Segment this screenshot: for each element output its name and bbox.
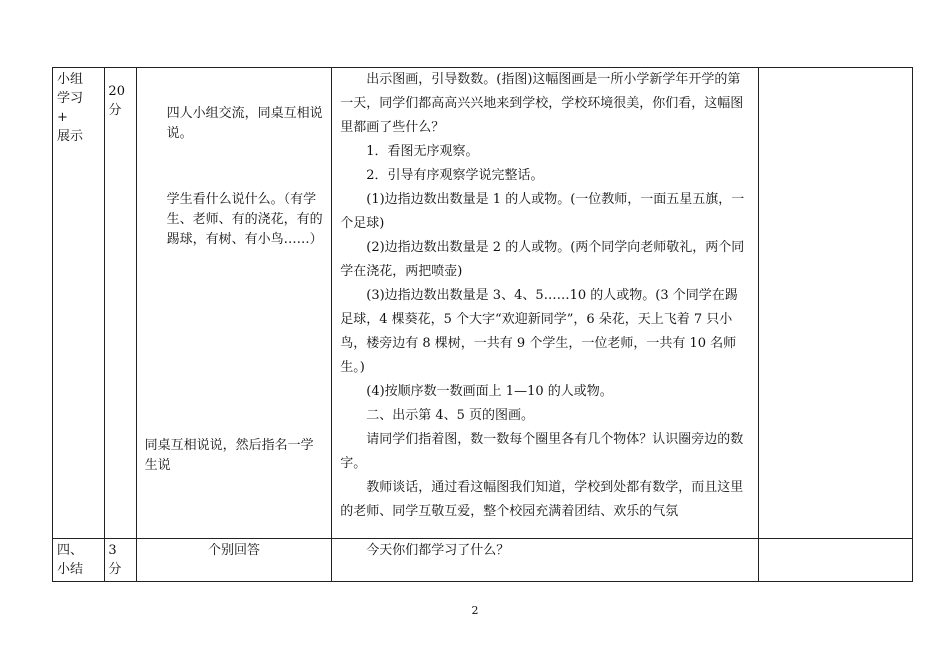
- time-value: 3: [108, 543, 117, 558]
- teacher-paragraph: 2．引导有序观察学说完整话。: [366, 168, 544, 183]
- time-unit: 分: [108, 103, 122, 118]
- teacher-paragraph: 二、出示第 4、5 页的图画。: [366, 408, 535, 423]
- time-cell: [105, 539, 136, 582]
- teacher-paragraph: (3)边指边数出数量是 3、4、5……10 的人或物。(3 个同学在踢足球，4 棵葵花，5 个大字“欢迎新同学”，6 朵花，天上飞着 7 只小鸟，楼旁边有 8 棵树，一共有 9 个学生，一位老师，一共有 10 名师生。): [340, 288, 738, 375]
- student-activity-cell: 个别回答: [136, 539, 332, 582]
- time-value: 20: [108, 84, 125, 99]
- teacher-paragraph: 1．看图无序观察。: [366, 144, 479, 159]
- teacher-paragraph: (4)按顺序数一数画面上 1—10 的人或物。: [366, 384, 613, 399]
- teacher-paragraph: 出示图画，引导数数。(指图)这幅图画是一所小学新学年开学的第一天，同学们都高高兴兴地来到学校，学校环境很美，你们看，这幅图里都画了些什么？: [340, 72, 744, 135]
- stage-cell: [53, 539, 105, 582]
- teacher-paragraph: 请同学们指着图，数一数每个圈里各有几个物体？认识圈旁边的数字。: [340, 432, 744, 471]
- student-activity-text: 四人小组交流，同桌互相说说。: [166, 106, 323, 141]
- teacher-activity-cell: [332, 539, 758, 582]
- student-activity-cell: [136, 68, 332, 539]
- student-activity-text: 同桌互相说说，然后指名一学生说: [144, 438, 314, 473]
- stage-line: 四、: [57, 543, 84, 558]
- teacher-paragraph: 教师谈话，通过看这幅图我们知道，学校到处都有数学，而且这里的老师、同学互敬互爱，整个校园充满着团结、欢乐的气氛: [340, 480, 744, 519]
- page-number: 2: [471, 604, 479, 617]
- notes-cell: [758, 68, 912, 539]
- lesson-plan-table: [52, 67, 913, 582]
- table-row: [53, 68, 913, 539]
- stage-line: 展示: [57, 129, 84, 144]
- stage-line: 小组: [57, 72, 84, 87]
- stage-line: 小结: [57, 562, 84, 577]
- time-unit: 分: [108, 562, 122, 577]
- student-activity-text: 学生看什么说什么。（有学生、老师、有的浇花，有的踢球，有树、有小鸟……）: [166, 192, 323, 247]
- time-cell: [105, 68, 136, 539]
- stage-line: 学习: [57, 91, 84, 106]
- stage-line: +: [57, 110, 68, 125]
- stage-cell: [53, 68, 105, 539]
- teacher-paragraph: (1)边指边数出数量是 1 的人或物。(一位教师，一面五星五旗，一个足球): [340, 192, 745, 231]
- teacher-paragraph: 今天你们都学习了什么？: [366, 543, 510, 558]
- notes-cell: [758, 539, 912, 582]
- teacher-paragraph: (2)边指边数出数量是 2 的人或物。(两个同学向老师敬礼，两个同学在浇花，两把喷壶): [340, 240, 745, 279]
- teacher-activity-cell: [332, 68, 758, 539]
- table-row: [53, 539, 913, 582]
